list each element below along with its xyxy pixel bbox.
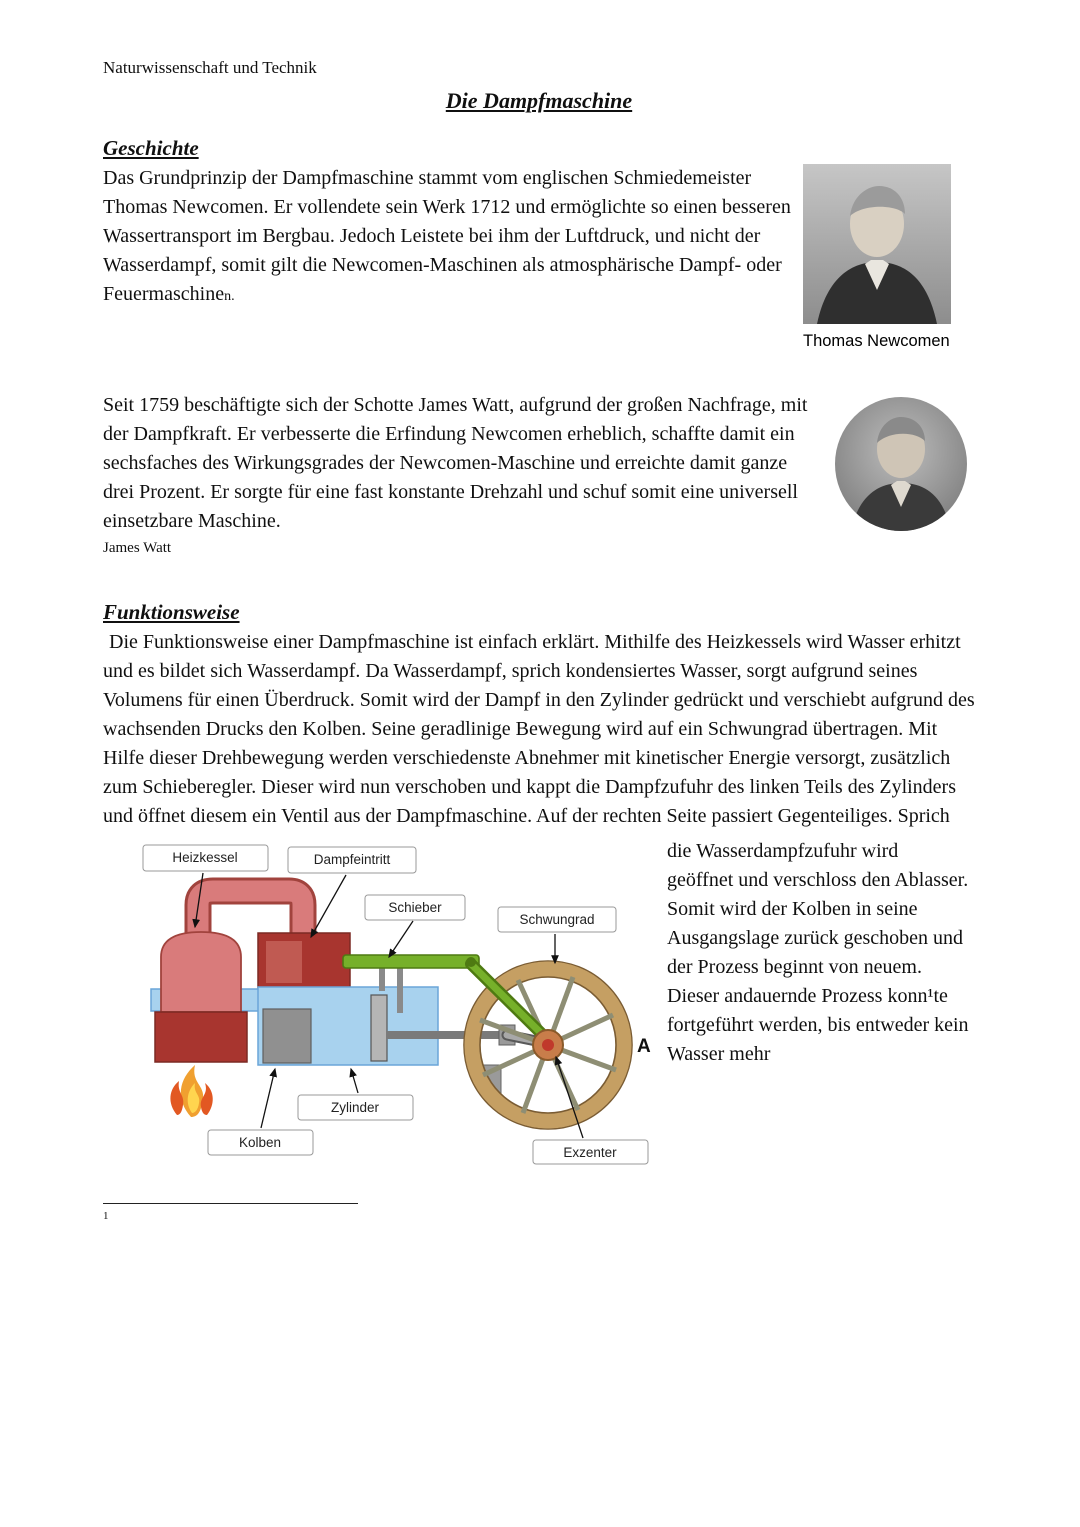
diagram-label-exzenter xyxy=(533,1140,648,1164)
funktionsweise-paragraph-side: die Wasserdampfzufuhr wird geöffnet und verschloss den Ablasser. Somit wird der Kolben in seine Ausgangslage zurück geschoben und der Prozess beginnt von neuem. Dieser andauernde Prozess konn¹te fortgeführt werden, bis entweder kein Wasser mehr xyxy=(667,840,969,1065)
watt-portrait-graphic xyxy=(835,397,967,531)
flame-left xyxy=(170,1081,183,1115)
funktionsweise-paragraph-main: Die Funktionsweise einer Dampfmaschine ist einfach erklärt. Mithilfe des Heizkessels wird Wasser erhitzt und es bildet sich Wasserdampf. Da Wasserdampf, sprich kondensiertes Wasser, sorgt aufgrund seines Volumens für einen Überdruck. Somit wird der Dampf in den Zylinder gedrückt und verschiebt aufgrund des wachsenden Drucks den Kolben. Seine geradlinige Bewegung wird auf ein Schwungrad übertragen. Mit Hilfe dieser Drehbewegung werden verschiedenste Abnehmer mit kinetischer Energie versorgt, zusätzlich zum Schieberegler. Dieser wird nun verschoben und kappt die Dampfzufuhr des linken Teils des Zylinders und öffnet diesem ein Ventil aus der Dampfmaschine. Auf der rechten Seite passiert Gegenteiliges. Sprich xyxy=(103,631,975,827)
section-funktionsweise xyxy=(103,600,975,1177)
funktionsweise-heading: Funktionsweise xyxy=(103,600,240,624)
schwungrad-label: Schwungrad xyxy=(519,912,595,927)
steam-pipe xyxy=(198,891,303,935)
diagram-label-zylinder xyxy=(298,1095,413,1120)
boiler-firebox xyxy=(155,1012,247,1062)
geschichte-paragraph-2: Seit 1759 beschäftigte sich der Schotte James Watt, aufgrund der großen Nachfrage, mit der Dampfkraft. Er verbesserte die Erfindung Newcomen erheblich, schaffte damit ein sechsfaches des Wirkungsgrades der Newcomen-Maschine und erreichte damit ganze drei Prozent. Er sorgte für eine fast konstante Drehzahl und schuf somit eine universell einsetzbare Maschine. xyxy=(103,394,808,532)
zylinder-label: Zylinder xyxy=(330,1100,380,1115)
diagram-label-heizkessel xyxy=(143,845,268,871)
rod-joint xyxy=(466,957,476,967)
watt-caption: James Watt xyxy=(103,540,172,556)
fire-flames xyxy=(170,1065,212,1117)
boiler-dome xyxy=(161,932,241,1012)
thomas-newcomen-photo xyxy=(803,164,951,324)
steam-chest-inner xyxy=(266,941,302,983)
kolben-label: Kolben xyxy=(238,1135,282,1150)
schieber-label: Schieber xyxy=(388,900,442,915)
diagram-label-kolben xyxy=(208,1130,313,1155)
exzenter-label: Exzenter xyxy=(563,1145,617,1160)
flame-right xyxy=(201,1083,213,1115)
dampfeintritt-label: Dampfeintritt xyxy=(313,852,391,867)
hub-pin xyxy=(542,1039,554,1051)
james-watt-photo xyxy=(835,397,967,531)
stray-text-fragment: A xyxy=(637,1036,651,1057)
watt-photo-column xyxy=(835,391,975,558)
piston-block xyxy=(263,1009,311,1063)
geschichte-heading: Geschichte xyxy=(103,136,199,160)
watt-paragraph-block xyxy=(103,391,823,558)
course-header: Naturwissenschaft und Technik xyxy=(103,58,317,77)
diagram-label-schwungrad xyxy=(498,907,616,932)
geschichte-paragraph-1-small-suffix: n. xyxy=(224,289,235,304)
diagram-label-schieber xyxy=(365,895,465,920)
heizkessel-label: Heizkessel xyxy=(172,850,238,865)
geschichte-paragraph-1 xyxy=(103,164,803,351)
section-geschichte xyxy=(103,136,975,558)
valve-drive-bar xyxy=(343,955,479,968)
diagram-label-dampfeintritt xyxy=(288,847,416,873)
newcomen-portrait-graphic xyxy=(803,164,951,324)
geschichte-paragraph-1-text: Das Grundprinzip der Dampfmaschine stammt vom englischen Schmiedemeister Thomas Newcomen. Er vollendete sein Werk 1712 und ermöglichte so einen besseren Wassertransport im Bergbau. Jedoch Leistete bei ihm der Luftdruck, und nicht der Wasserdampf, somit gilt die Newcomen-Maschinen als atmosphärische Dampf- oder Feuermaschine xyxy=(103,167,791,305)
newcomen-photo-caption: Thomas Newcomen xyxy=(803,332,950,350)
piston-plate xyxy=(371,995,387,1061)
footnote-marker: 1 xyxy=(103,1210,109,1222)
steam-engine-diagram xyxy=(103,837,663,1177)
steam-engine-diagram-graphic xyxy=(103,837,663,1172)
newcomen-photo-column xyxy=(803,164,975,351)
footnote-divider xyxy=(103,1203,358,1204)
page-title: Die Dampfmaschine xyxy=(445,88,633,113)
